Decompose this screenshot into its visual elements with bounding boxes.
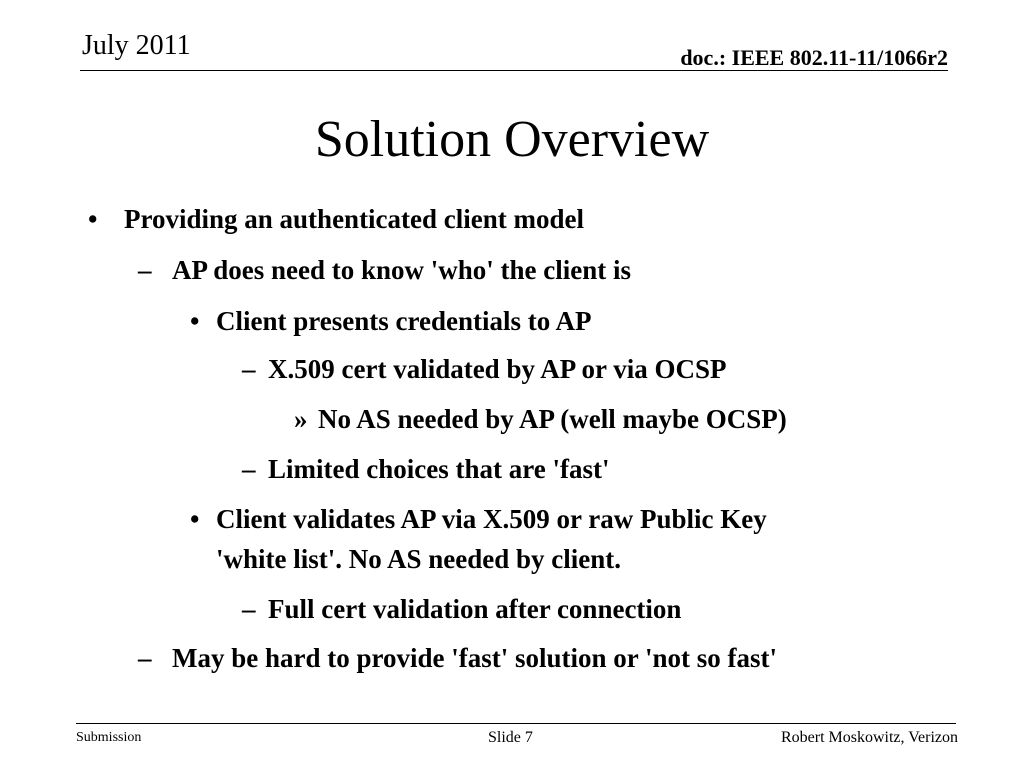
footer-slide-number: Slide 7: [488, 729, 533, 746]
bullet-text-continuation: 'white list'. No AS needed by client.: [216, 544, 622, 574]
bullet-marker: •: [190, 306, 200, 336]
bullet-marker: •: [190, 504, 200, 534]
bullet-text: Client validates AP via X.509 or raw Public Key: [216, 504, 767, 534]
header-doc-id: doc.: IEEE 802.11-11/1066r2: [680, 45, 948, 70]
header-divider: [80, 70, 948, 71]
bullet-marker: »: [294, 404, 308, 434]
bullet-text: May be hard to provide 'fast' solution or 'not so fast': [172, 643, 778, 673]
bullet-marker: –: [138, 255, 152, 285]
bullet-text: Client presents credentials to AP: [216, 306, 592, 336]
bullet-text: X.509 cert validated by AP or via OCSP: [268, 354, 727, 384]
bullet-marker: –: [242, 454, 256, 484]
bullet-text: Providing an authenticated client model: [124, 204, 585, 234]
slide-title: Solution Overview: [314, 111, 710, 168]
bullet-text: Full cert validation after connection: [268, 594, 682, 624]
bullet-marker: –: [242, 354, 256, 384]
footer-submission: Submission: [76, 730, 142, 745]
bullet-text: AP does need to know 'who' the client is: [172, 255, 632, 285]
bullet-text: Limited choices that are 'fast': [268, 454, 610, 484]
bullet-marker: –: [242, 594, 256, 624]
bullet-marker: –: [138, 643, 152, 673]
footer-divider: [76, 723, 956, 724]
footer-author: Robert Moskowitz, Verizon: [780, 729, 958, 746]
bullet-text: No AS needed by AP (well maybe OCSP): [318, 404, 787, 434]
bullet-marker: •: [88, 204, 98, 234]
header-date: July 2011: [82, 30, 191, 61]
